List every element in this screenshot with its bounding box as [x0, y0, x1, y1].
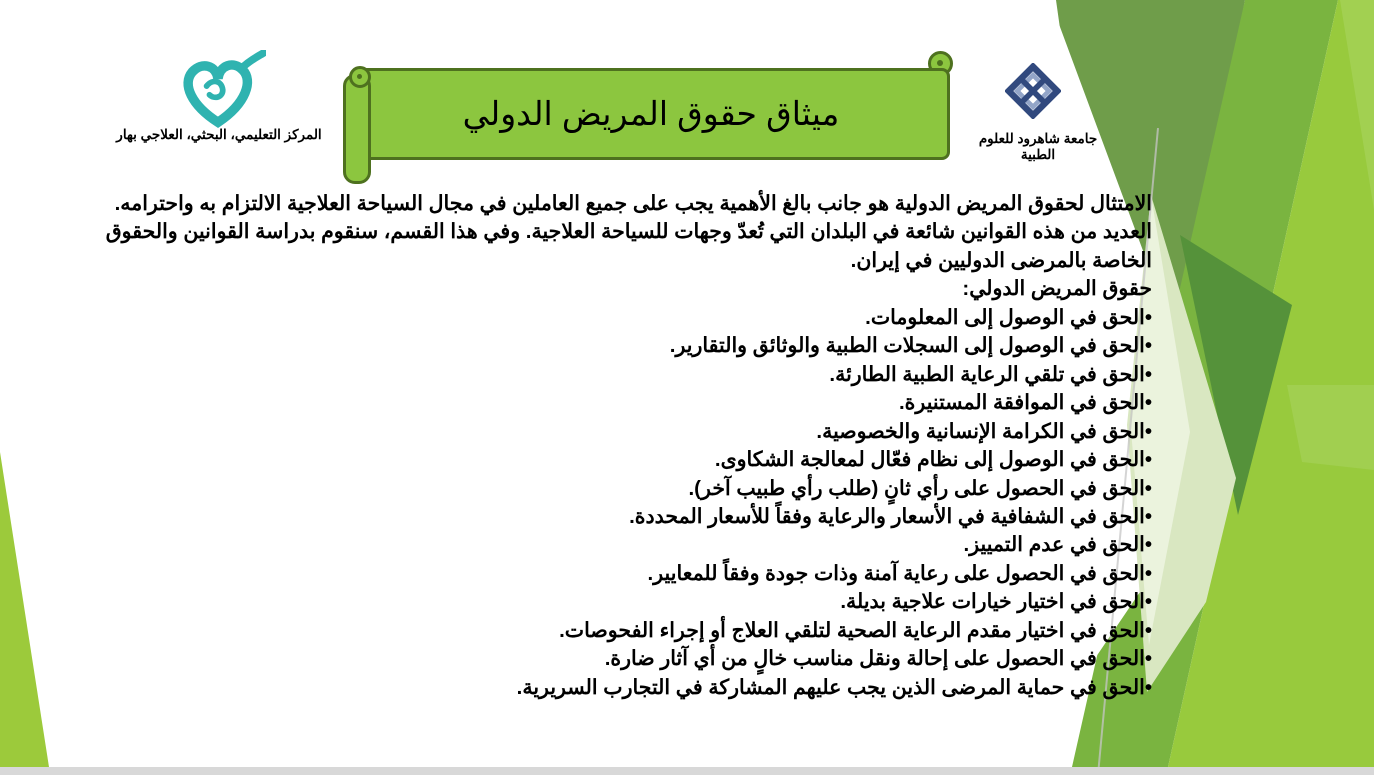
bullet-item: •الحق في حماية المرضى الذين يجب عليهم المشاركة في التجارب السريرية. — [516, 675, 1152, 699]
bullet-item: •الحق في الوصول إلى المعلومات. — [865, 305, 1152, 329]
bullet-item: •الحق في الشفافية في الأسعار والرعاية وفقاً للأسعار المحددة. — [629, 504, 1152, 528]
bullet-item: •الحق في الحصول على رعاية آمنة وذات جودة وفقاً للمعايير. — [647, 561, 1152, 585]
university-logo — [1005, 63, 1061, 124]
body-text-block — [105, 190, 1152, 702]
intro-line: الخاصة بالمرضى الدوليين في إيران. — [850, 248, 1152, 272]
intro-line: الامتثال لحقوق المريض الدولية هو جانب بالغ الأهمية يجب على جميع العاملين في مجال السياحة العلاجية الالتزام به واحترامه. — [114, 192, 1152, 215]
bullet-item: •الحق في الحصول على رأي ثانٍ (طلب رأي طبيب آخر). — [688, 476, 1152, 500]
bottom-strip — [0, 767, 1374, 775]
bullet-item: •الحق في عدم التمييز. — [963, 533, 1152, 557]
university-caption: جامعة شاهرود للعلوم الطبية — [978, 131, 1098, 162]
list-heading: حقوق المريض الدولي: — [962, 277, 1152, 301]
bullet-item: •الحق في اختيار خيارات علاجية بديلة. — [840, 590, 1152, 614]
intro-line: العديد من هذه القوانين شائعة في البلدان التي تُعدّ وجهات للسياحة العلاجية. وفي هذا القسم، سنقوم بدراسة القوانين والحقوق — [105, 220, 1152, 244]
bahar-center-caption: المركز التعليمي، البحثي، العلاجي بهار — [116, 127, 322, 142]
bullet-item: •الحق في الوصول إلى نظام فعّال لمعالجة الشكاوى. — [714, 448, 1152, 472]
bullet-item: •الحق في الحصول على إحالة ونقل مناسب خالٍ من أي آثار ضارة. — [604, 647, 1152, 671]
slide-title: ميثاق حقوق المريض الدولي — [462, 94, 840, 132]
bullet-item: •الحق في الوصول إلى السجلات الطبية والوثائق والتقارير. — [669, 334, 1152, 358]
bullet-item: •الحق في اختيار مقدم الرعاية الصحية لتلقي العلاج أو إجراء الفحوصات. — [559, 618, 1152, 642]
bahar-center-logo — [170, 50, 266, 133]
bullet-item: •الحق في تلقي الرعاية الطبية الطارئة. — [829, 362, 1152, 386]
heart-calligraphy-icon — [170, 50, 266, 128]
bullet-item: •الحق في الموافقة المستنيرة. — [898, 391, 1152, 415]
bullet-item: •الحق في الكرامة الإنسانية والخصوصية. — [816, 419, 1152, 443]
knot-emblem-icon — [1005, 63, 1061, 119]
